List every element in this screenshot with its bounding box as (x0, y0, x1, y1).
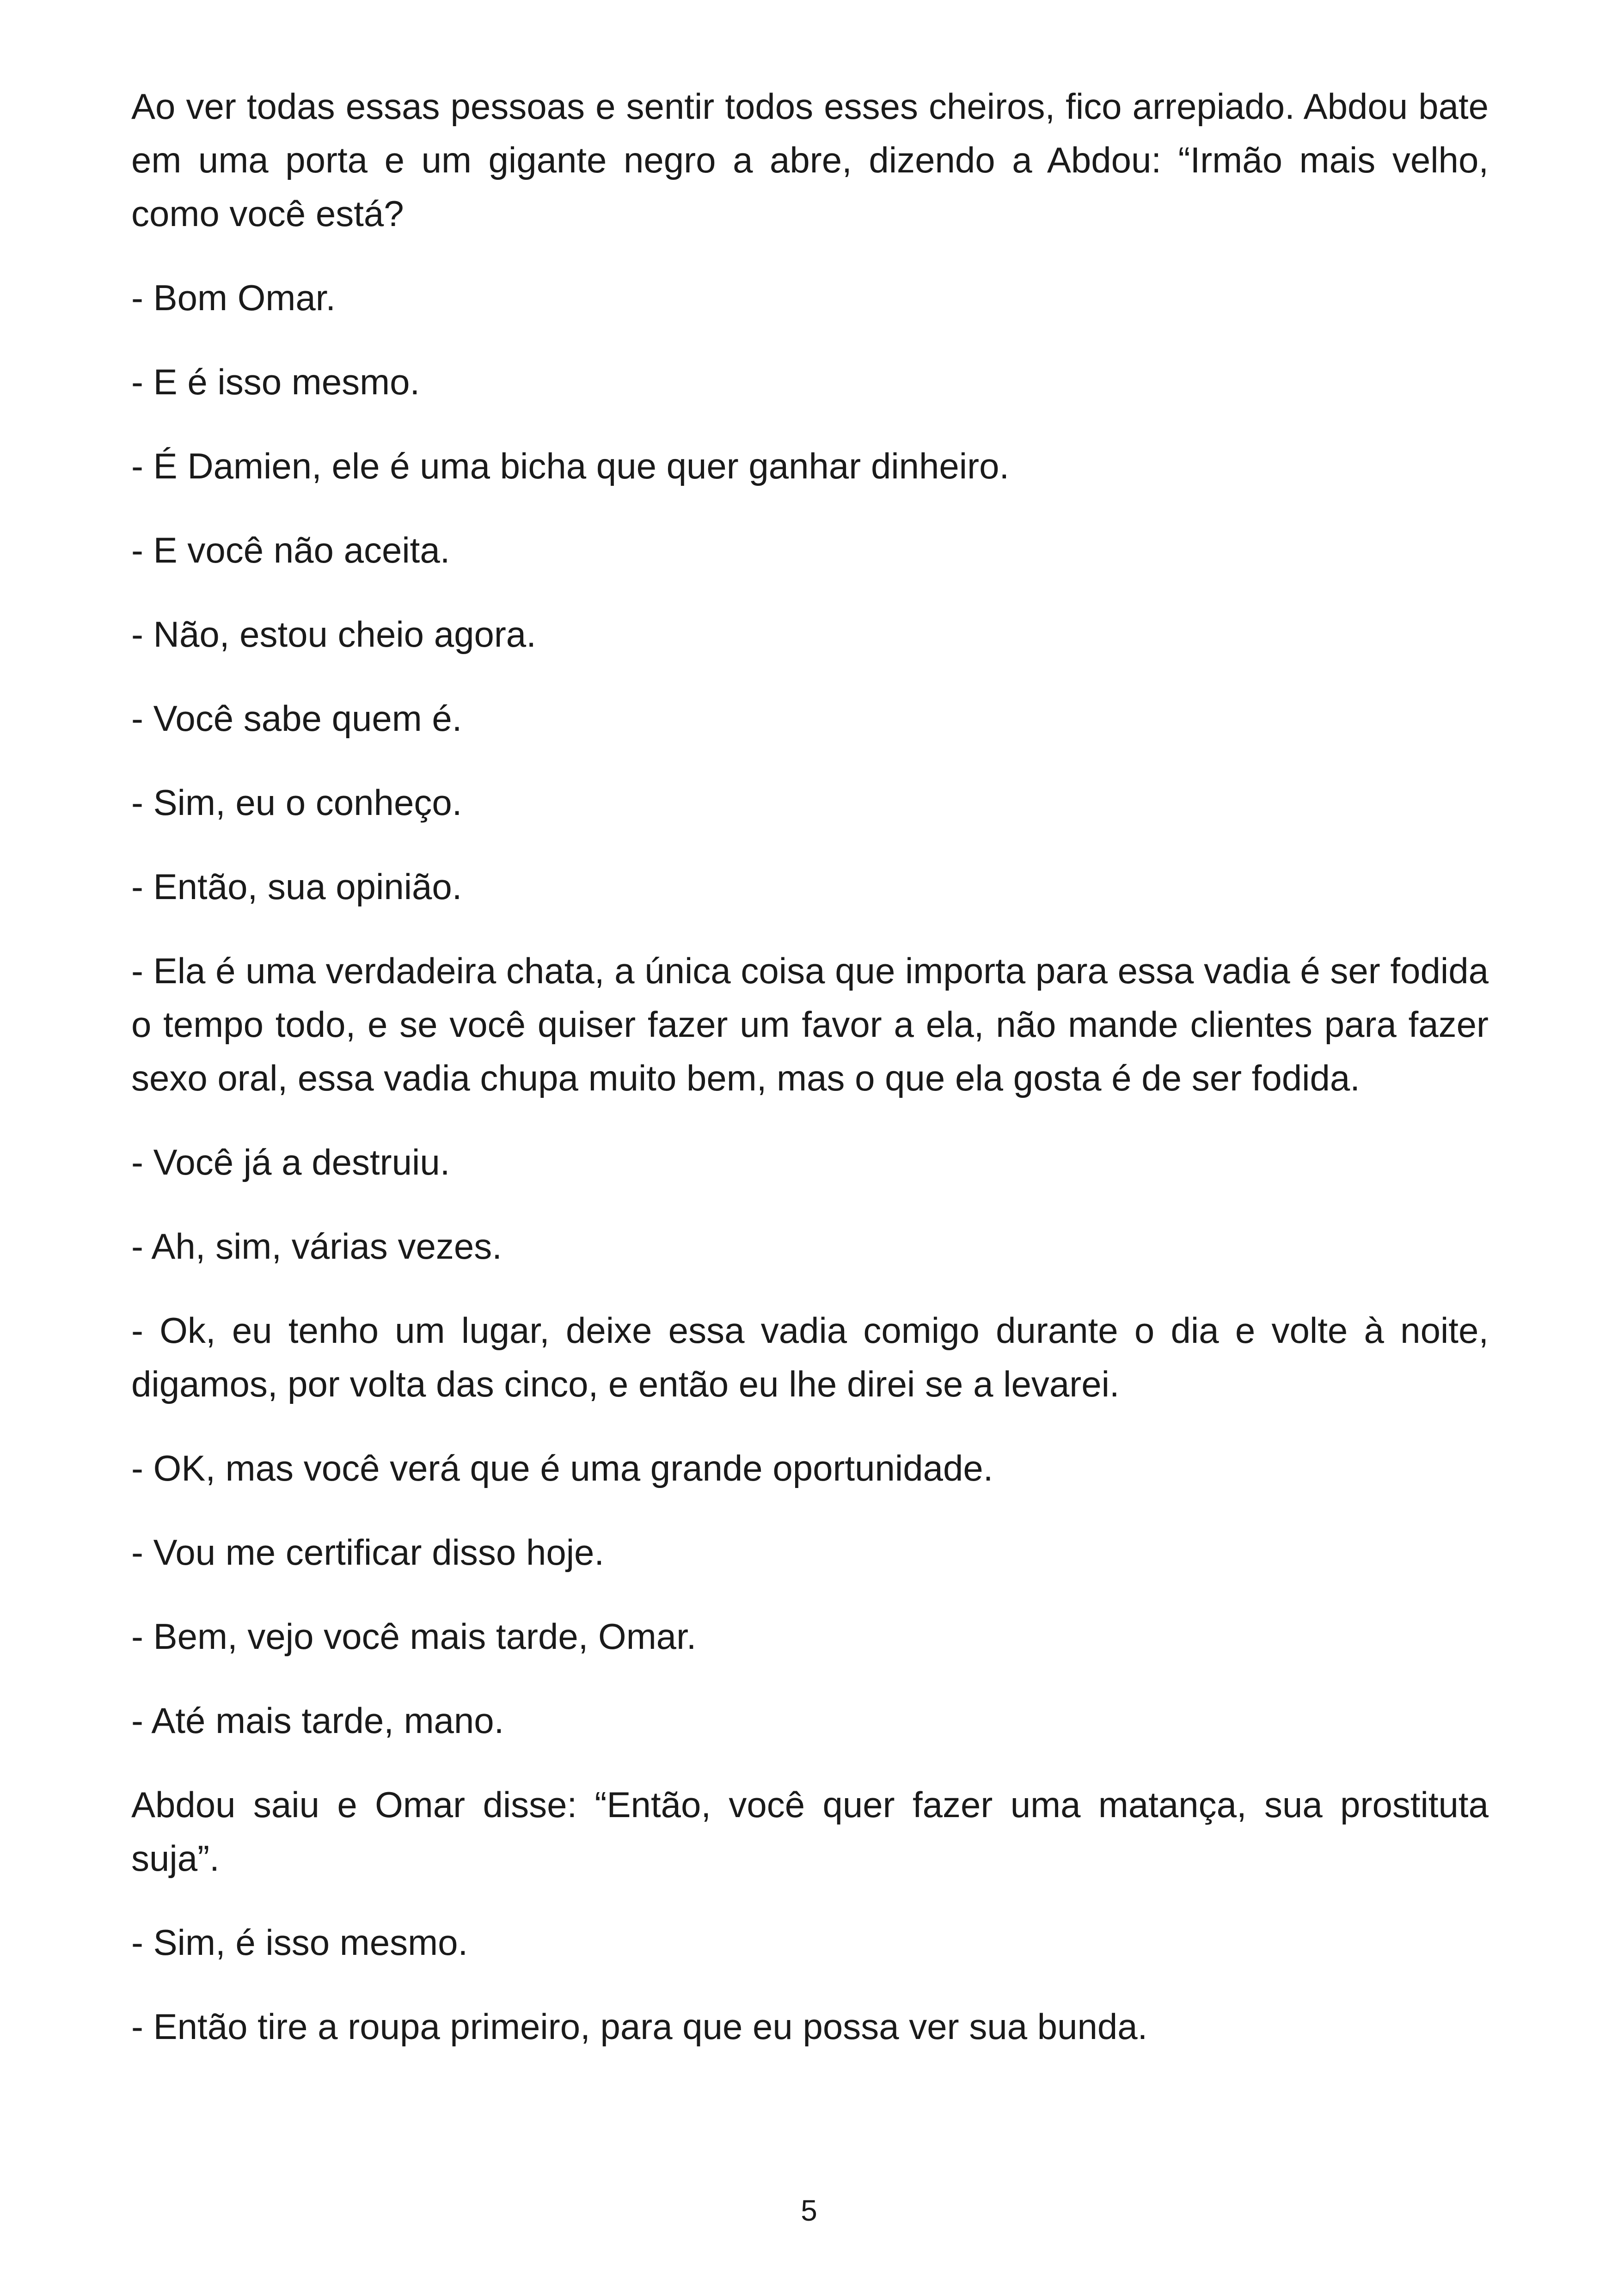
paragraph: - Não, estou cheio agora. (131, 614, 536, 655)
paragraph: - Ah, sim, várias vezes. (131, 1226, 502, 1267)
paragraph: - Então, sua opinião. (131, 866, 462, 907)
paragraph: - Ok, eu tenho um lugar, deixe essa vadia comigo durante o dia e volte à noite, digamos, por volta das cinco, e então eu lhe direi se a levarei. (131, 1310, 1489, 1404)
paragraph: - Ela é uma verdadeira chata, a única coisa que importa para essa vadia é ser fodida o tempo todo, e se você quiser fazer um favor a ela, não mande clientes para fazer sexo oral, essa vadia chupa muito bem, mas o que ela gosta é de ser fodida. (131, 950, 1489, 1098)
paragraph: - Você sabe quem é. (131, 698, 462, 739)
paragraph: - Bom Omar. (131, 277, 336, 318)
paragraph: - Você já a destruiu. (131, 1142, 450, 1182)
paragraph: - E é isso mesmo. (131, 361, 420, 402)
paragraph: - E você não aceita. (131, 530, 450, 570)
document-body (131, 80, 1489, 2084)
paragraph: - É Damien, ele é uma bicha que quer ganhar dinheiro. (131, 446, 1010, 486)
paragraph: - Vou me certificar disso hoje. (131, 1532, 605, 1573)
page-number: 5 (801, 2194, 817, 2227)
paragraph: - Então tire a roupa primeiro, para que eu possa ver sua bunda. (131, 2006, 1148, 2047)
paragraph: - Bem, vejo você mais tarde, Omar. (131, 1616, 697, 1657)
paragraph: Abdou saiu e Omar disse: “Então, você quer fazer uma matança, sua prostituta suja”. (131, 1784, 1489, 1879)
paragraph: Ao ver todas essas pessoas e sentir todos esses cheiros, fico arrepiado. Abdou bate em uma porta e um gigante negro a abre, dizendo a Abdou: “Irmão mais velho, como você está? (131, 86, 1489, 234)
paragraph: - OK, mas você verá que é uma grande oportunidade. (131, 1448, 993, 1488)
paragraph: - Até mais tarde, mano. (131, 1700, 504, 1741)
paragraph: - Sim, é isso mesmo. (131, 1922, 468, 1963)
paragraph: - Sim, eu o conheço. (131, 782, 462, 823)
